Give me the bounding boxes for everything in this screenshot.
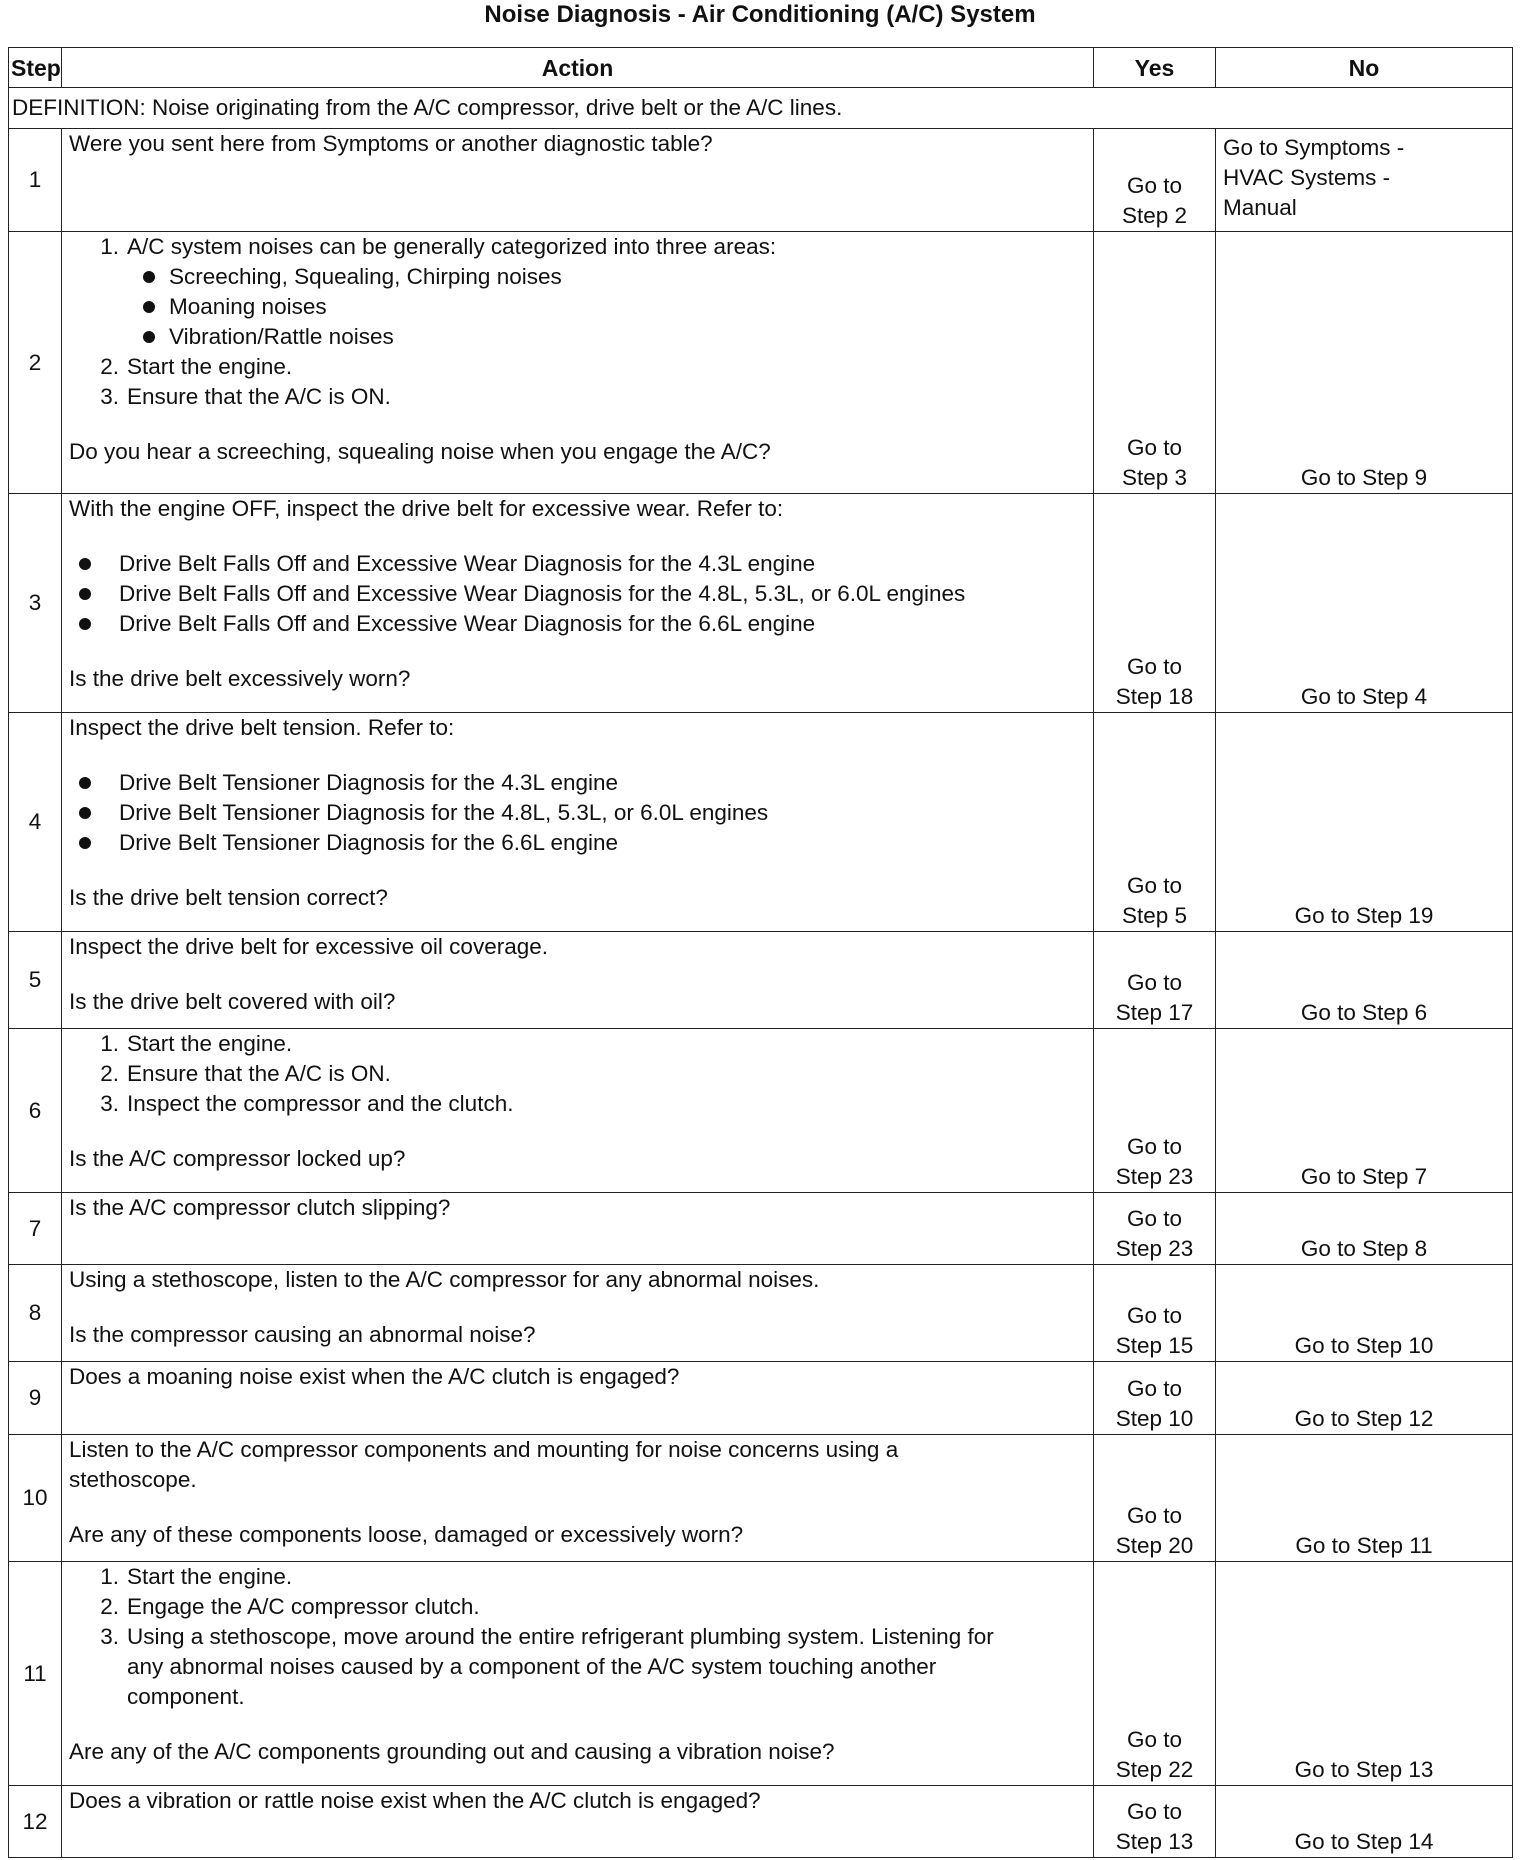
bullet-item: Drive Belt Tensioner Diagnosis for the 4.3L engine [69,768,1086,798]
bullet-item: Vibration/Rattle noises [69,322,1086,352]
yes-cell: Go to Step 2 [1094,129,1216,232]
step-number: 1 [9,129,62,232]
list-item: 2. Ensure that the A/C is ON. [100,1061,391,1086]
yes-cell: Go to Step 18 [1094,494,1216,713]
header-yes: Yes [1094,48,1216,88]
no-cell: Go to Step 8 [1216,1193,1513,1265]
action-cell: Inspect the drive belt for excessive oil coverage. Is the drive belt covered with oil? [62,932,1094,1029]
step-number: 3 [9,494,62,713]
action-cell: Using a stethoscope, listen to the A/C compressor for any abnormal noises. Is the compressor causing an abnormal noise? [62,1265,1094,1362]
list-item: 3. Ensure that the A/C is ON. [100,384,391,409]
no-cell: Go to Step 4 [1216,494,1513,713]
action-cell: With the engine OFF, inspect the drive belt for excessive wear. Refer to: Drive Belt Falls Off and Excessive Wear Diagnosis for the 4.3L engine Drive Belt Falls Off and Excessive Wear Diagnosis for the 4.8L, 5.3L, or 6.0L engines Drive Belt Falls Off and Excessive Wear Diagnosis for the 6.6L engine Is the drive belt excessively worn? [62,494,1094,713]
yes-cell: Go to Step 15 [1094,1265,1216,1362]
list-item: 2. Engage the A/C compressor clutch. [100,1594,480,1619]
table-row [9,1193,1513,1265]
yes-cell: Go to Step 17 [1094,932,1216,1029]
step-number: 8 [9,1265,62,1362]
action-cell [62,1786,1094,1858]
question-text: Is the A/C compressor clutch slipping? [69,1195,451,1220]
list-item: 3. Inspect the compressor and the clutch. [100,1091,514,1116]
table-row [9,494,1513,713]
no-cell: Go to Step 19 [1216,713,1513,932]
question-text: Are any of the A/C components grounding out and causing a vibration noise? [69,1739,835,1764]
action-cell [62,1562,1094,1786]
header-step: Step [9,48,62,88]
question-text: Does a moaning noise exist when the A/C clutch is engaged? [69,1364,680,1389]
question-text: Does a vibration or rattle noise exist when the A/C clutch is engaged? [69,1788,761,1813]
table-row [9,1786,1513,1858]
question-text: Do you hear a screeching, squealing noise when you engage the A/C? [69,439,771,464]
table-row [9,932,1513,1029]
step-number: 11 [9,1562,62,1786]
table-row [9,1435,1513,1562]
bullet-item: Drive Belt Falls Off and Excessive Wear Diagnosis for the 4.8L, 5.3L, or 6.0L engines [69,579,1086,609]
action-cell: Inspect the drive belt tension. Refer to: Drive Belt Tensioner Diagnosis for the 4.3L engine Drive Belt Tensioner Diagnosis for the 4.8L, 5.3L, or 6.0L engines Drive Belt Tensioner Diagnosis for the 6.6L engine Is the drive belt tension correct? [62,713,1094,932]
table-row [9,1562,1513,1786]
bullet-item: Drive Belt Falls Off and Excessive Wear Diagnosis for the 6.6L engine [69,609,1086,639]
question-text: Are any of these components loose, damaged or excessively worn? [69,1522,744,1547]
no-cell: Go to Step 12 [1216,1362,1513,1435]
no-cell: Go to Step 7 [1216,1029,1513,1193]
question-text: Is the compressor causing an abnormal noise? [69,1322,536,1347]
action-cell [62,1362,1094,1435]
table-row [9,232,1513,494]
no-cell: Go to Step 11 [1216,1435,1513,1562]
header-no: No [1216,48,1513,88]
action-cell [62,129,1094,232]
step-number: 4 [9,713,62,932]
header-row [9,48,1513,88]
question-text: Is the drive belt excessively worn? [69,666,411,691]
action-cell: Listen to the A/C compressor components and mounting for noise concerns using a stethoscope. Are any of these components loose, damaged or excessively worn? [62,1435,1094,1562]
list-item: 2. Start the engine. [100,354,293,379]
no-cell: Go to Step 9 [1216,232,1513,494]
no-cell: Go to Symptoms - HVAC Systems - Manual [1216,129,1513,232]
yes-cell: Go to Step 3 [1094,232,1216,494]
yes-cell: Go to Step 23 [1094,1029,1216,1193]
bullet-item: Screeching, Squealing, Chirping noises [69,262,1086,292]
table-row [9,1029,1513,1193]
action-cell [62,1029,1094,1193]
definition-row [9,88,1513,129]
definition-text: DEFINITION: Noise originating from the A/C compressor, drive belt or the A/C lines. [9,88,1513,129]
bullet-item: Moaning noises [69,292,1086,322]
yes-cell: Go to Step 10 [1094,1362,1216,1435]
list-item: 1. Start the engine. [100,1564,293,1589]
yes-cell: Go to Step 22 [1094,1562,1216,1786]
header-action: Action [62,48,1094,88]
step-number: 2 [9,232,62,494]
question-text: Is the A/C compressor locked up? [69,1146,406,1171]
table-row [9,129,1513,232]
bullet-item: Drive Belt Tensioner Diagnosis for the 6.6L engine [69,828,1086,858]
question-text: Is the drive belt tension correct? [69,885,388,910]
question-text: Were you sent here from Symptoms or another diagnostic table? [69,131,713,156]
no-cell: Go to Step 14 [1216,1786,1513,1858]
step-number: 7 [9,1193,62,1265]
action-cell [62,1193,1094,1265]
bullet-item: Drive Belt Falls Off and Excessive Wear Diagnosis for the 4.3L engine [69,549,1086,579]
step-number: 5 [9,932,62,1029]
step-number: 6 [9,1029,62,1193]
step-number: 12 [9,1786,62,1858]
step-number: 10 [9,1435,62,1562]
table-row [9,1362,1513,1435]
no-cell: Go to Step 13 [1216,1562,1513,1786]
action-cell [62,232,1094,494]
page-title: Noise Diagnosis - Air Conditioning (A/C) System [484,1,1036,28]
table-row [9,713,1513,932]
diagnosis-table [8,47,1513,1858]
list-item: 1. A/C system noises can be generally categorized into three areas: [100,234,777,259]
yes-cell: Go to Step 5 [1094,713,1216,932]
yes-cell: Go to Step 23 [1094,1193,1216,1265]
question-text: Is the drive belt covered with oil? [69,989,396,1014]
table-row [9,1265,1513,1362]
list-item: 3. Using a stethoscope, move around the entire refrigerant plumbing system. Listening for any abnormal noises caused by a component of the A/C system touching another component. [100,1624,994,1709]
list-item: 1. Start the engine. [100,1031,293,1056]
yes-cell: Go to Step 20 [1094,1435,1216,1562]
step-number: 9 [9,1362,62,1435]
bullet-item: Drive Belt Tensioner Diagnosis for the 4.8L, 5.3L, or 6.0L engines [69,798,1086,828]
no-cell: Go to Step 6 [1216,932,1513,1029]
no-cell: Go to Step 10 [1216,1265,1513,1362]
yes-cell: Go to Step 13 [1094,1786,1216,1858]
